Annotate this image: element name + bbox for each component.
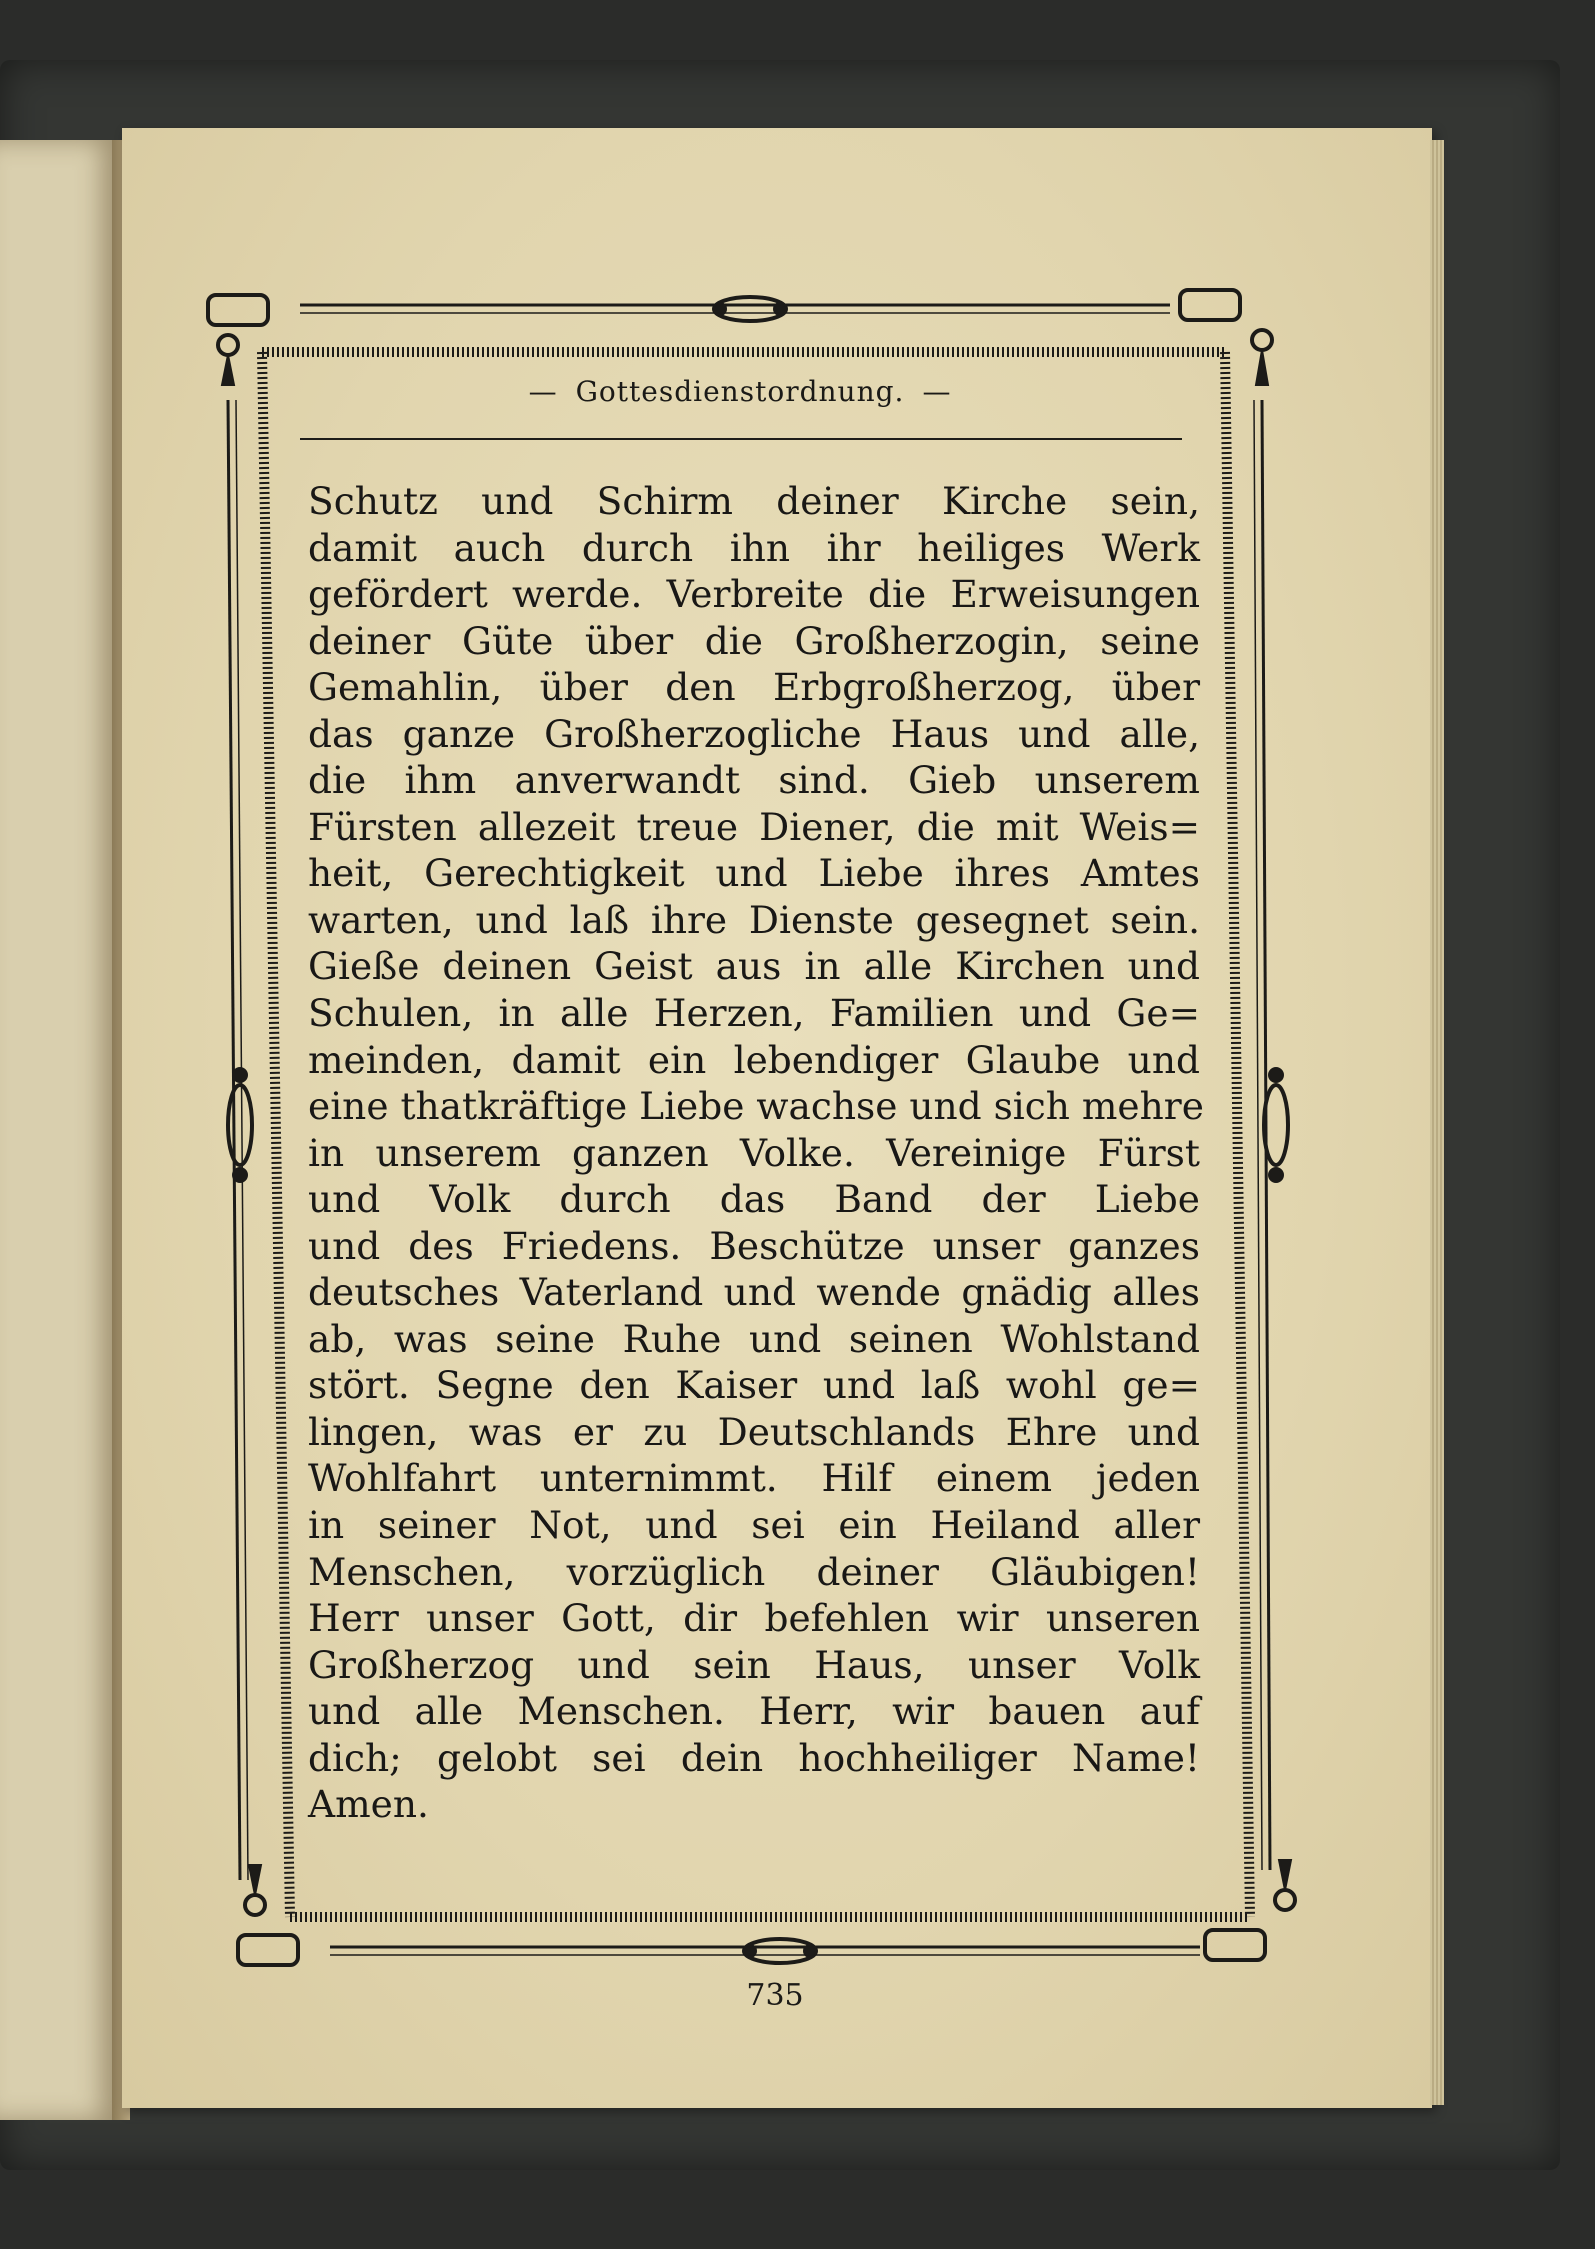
text-line: und Volk durch das Band der Liebe <box>308 1177 1200 1222</box>
text-line: heit, Gerechtigkeit und Liebe ihres Amtes <box>308 851 1200 896</box>
text-line: warten, und laß ihre Dienste gesegnet sein. <box>308 897 1200 942</box>
text-line: und alle Menschen. Herr, wir bauen auf <box>308 1689 1200 1734</box>
text-line: Menschen, vorzüglich deiner Gläubigen! <box>308 1549 1200 1594</box>
text-line: Wohlfahrt unternimmt. Hilf einem jeden <box>308 1456 1200 1501</box>
ornament-top-right <box>1180 290 1272 385</box>
text-line: das ganze Großherzogliche Haus und alle, <box>308 711 1200 756</box>
text-line: in seiner Not, und sei ein Heiland aller <box>308 1503 1200 1548</box>
ornament-bottom-center <box>744 1939 816 1963</box>
header-rule <box>300 438 1182 440</box>
text-line: Gemahlin, über den Erbgroßherzog, über <box>308 665 1200 710</box>
text-line: Fürsten allezeit treue Diener, die mit Weis= <box>308 804 1200 849</box>
text-line: Herr unser Gott, dir befehlen wir unseren <box>308 1596 1200 1641</box>
text-line: die ihm anverwandt sind. Gieb unserem <box>308 758 1200 803</box>
text-line: meinden, damit ein lebendiger Glaube und <box>308 1037 1200 1082</box>
ornament-top-center <box>714 297 786 321</box>
text-line: in unserem ganzen Volke. Vereinige Fürst <box>308 1130 1200 1175</box>
text-line: Schutz und Schirm deiner Kirche sein, <box>308 479 1200 523</box>
text-line: Großherzog und sein Haus, unser Volk <box>308 1642 1200 1687</box>
running-head-title: Gottesdienstordnung. <box>575 375 905 408</box>
page-number: 735 <box>746 1978 804 2013</box>
ornament-bottom-right <box>1205 1860 1295 1960</box>
text-line: und des Friedens. Beschütze unser ganzes <box>308 1223 1200 1268</box>
text-line: gefördert werde. Verbreite die Erweisungen <box>308 572 1200 617</box>
text-line: deutsches Vaterland und wende gnädig alles <box>308 1270 1200 1315</box>
ornament-bottom-left <box>238 1865 298 1965</box>
text-line: lingen, was er zu Deutschlands Ehre und <box>308 1409 1200 1454</box>
head-dash-left: — <box>528 375 558 408</box>
ornament-left-middle <box>228 1068 252 1182</box>
running-head <box>300 375 1180 408</box>
ornament-top-left <box>208 295 268 385</box>
text-line: damit auch durch ihn ihr heiliges Werk <box>308 525 1200 570</box>
text-line: deiner Güte über die Großherzogin, seine <box>308 618 1200 663</box>
text-line: stört. Segne den Kaiser und laß wohl ge= <box>308 1363 1200 1408</box>
text-line: dich; gelobt sei dein hochheiliger Name! <box>308 1735 1200 1780</box>
text-line: ab, was seine Ruhe und seinen Wohlstand <box>308 1316 1200 1361</box>
head-dash-right: — <box>922 375 952 408</box>
prayer-text <box>308 478 1204 1828</box>
text-line: eine thatkräftige Liebe wachse und sich mehre <box>308 1084 1204 1129</box>
text-line: Gieße deinen Geist aus in alle Kirchen und <box>308 944 1200 989</box>
text-line: Amen. <box>308 1782 429 1827</box>
text-line: Schulen, in alle Herzen, Familien und Ge= <box>308 991 1200 1036</box>
